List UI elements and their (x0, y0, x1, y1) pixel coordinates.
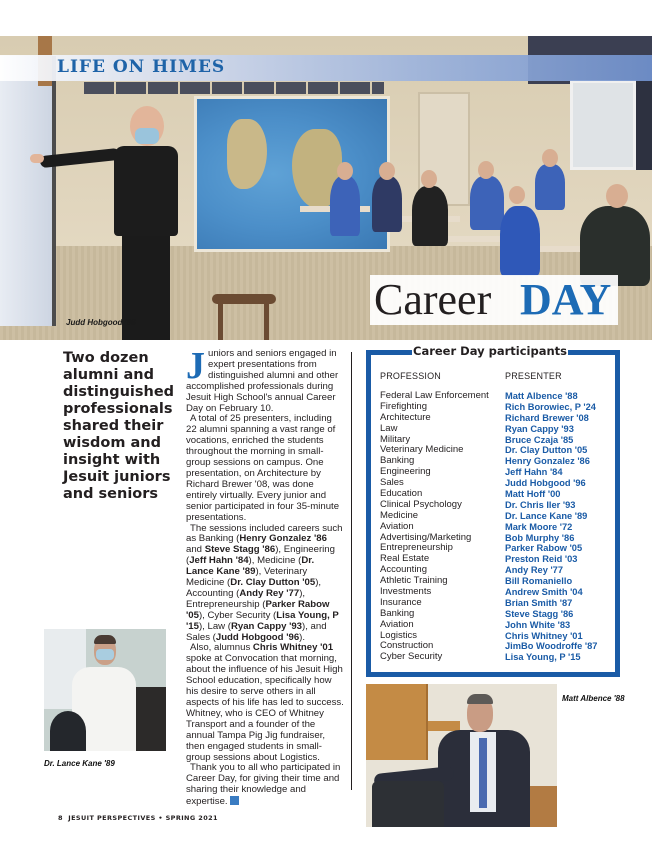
participant-profession: Advertising/Marketing (380, 531, 472, 543)
student (372, 176, 402, 232)
participant-profession: Athletic Training (380, 575, 448, 587)
photo-credit-kane: Dr. Lance Kane '89 (44, 759, 115, 768)
participant-presenter: Steve Stagg '86 (505, 608, 574, 619)
presenter-name: Judd Hobgood '96 (215, 631, 300, 643)
participant-presenter: Bill Romaniello (505, 576, 573, 587)
text-run: ), Medicine ( (248, 555, 302, 567)
participant-profession: Aviation (380, 618, 414, 630)
presenter-name: Ryan Cappy '93 (230, 620, 303, 632)
photo-lance-kane (44, 629, 166, 751)
article-paragraph-4 (186, 643, 344, 763)
article-paragraph-1 (186, 345, 344, 414)
participant-presenter: Chris Whitney '01 (505, 630, 583, 641)
student (412, 186, 448, 246)
window (570, 80, 636, 170)
presenter-name: Andy Rey '77 (239, 587, 300, 599)
cabinet (366, 684, 428, 760)
student (535, 164, 565, 210)
student (330, 176, 360, 236)
text-run: spoke at Convocation that morning, about the influence of his Jesuit High School education, specifically how his desire to serve others in all aspects of his life has led to success. Whitney, who is CEO of Whitney Transport and a founder of the annual Tampa Pig Jig fundraiser, then engaged students in small-group sessions about Logistics. (186, 653, 344, 763)
page-title-career: Career (374, 275, 492, 324)
column-divider (351, 352, 352, 790)
text-run: Also, alumnus (190, 642, 253, 654)
student (500, 206, 540, 276)
participant-presenter: Matt Albence '88 (505, 391, 578, 401)
presenter-name: Parker Rabow '05 (186, 598, 330, 621)
participant-profession: Banking (380, 607, 415, 619)
page-title-day: DAY (520, 275, 612, 324)
text-run: Thank you to all who participated in Career Day, for giving their time and sharing their knowledge and expertise. (186, 762, 341, 808)
participant-profession: Construction (380, 640, 434, 652)
participant-presenter: Dr. Clay Dutton '05 (505, 445, 588, 456)
podium (136, 687, 166, 751)
participant-row (380, 445, 612, 456)
student-head (542, 149, 558, 167)
text-run: ), and Sales ( (186, 620, 327, 643)
article-paragraph-3 (186, 524, 344, 644)
participant-profession: Investments (380, 586, 432, 598)
participant-row (380, 598, 612, 609)
participant-row (380, 609, 612, 620)
article-paragraph-2: A total of 25 presenters, including 22 alumni spanning a vast range of vocations, enriched the students throughout the morning in small-group sessions on campus. One presentation, on Architecture by Richard Brewer '08, was done entirely virtually. Every junior and senior participated in four 35-minute presentations. (186, 413, 340, 523)
participant-presenter: Ryan Cappy '93 (505, 423, 574, 434)
presenter-name: Chris Whitney '01 (252, 642, 334, 654)
participant-profession: Firefighting (380, 400, 427, 412)
presenter-name: Dr. Clay Dutton '05 (230, 577, 316, 589)
participant-presenter: John White '83 (505, 619, 571, 630)
participant-presenter: Richard Brewer '08 (505, 412, 589, 423)
student-head (337, 162, 353, 180)
participant-presenter: Andrew Smith '04 (505, 587, 583, 598)
student-head (421, 170, 437, 188)
participant-presenter: Bruce Czaja '85 (505, 434, 574, 445)
publication-name: JESUIT PERSPECTIVES (68, 814, 156, 822)
participant-presenter: Henry Gonzalez '86 (505, 456, 590, 467)
participant-presenter: Lisa Young, P '15 (505, 652, 581, 663)
presenter-hair (94, 635, 116, 644)
participant-profession: Law (380, 422, 398, 434)
article-paragraph-5 (186, 763, 344, 808)
presenter-name: Jeff Hahn '84 (189, 555, 249, 567)
text-run: and (186, 544, 205, 556)
photo-credit-hero: Judd Hobgood '96 (66, 318, 136, 327)
participants-list (380, 391, 612, 663)
participants-title: Career Day participants (413, 344, 567, 358)
end-mark-icon (230, 796, 239, 805)
text-run: ), Cyber Security ( (198, 609, 277, 621)
participant-presenter: Dr. Chris Iler '93 (505, 499, 576, 510)
chair (372, 781, 444, 827)
participant-presenter: Jeff Hahn '84 (505, 467, 563, 478)
participant-presenter: Andy Rey '77 (505, 565, 564, 576)
paragraph-text: uniors and seniors engaged in expert presentations from distinguished alumni and other accomplished professionals during Jesuit High School's annual Career Day on February 10. (186, 348, 339, 414)
participant-profession: Logistics (380, 629, 417, 641)
participant-row (380, 467, 612, 478)
pull-quote: Two dozen alumni and distinguished professionals shared their wisdom and insight with Jesuit juniors and seniors (63, 350, 175, 502)
participant-presenter: Preston Reid '03 (505, 554, 578, 565)
student-head (606, 184, 628, 208)
participant-profession: Cyber Security (380, 651, 443, 663)
article-body (186, 345, 344, 808)
participant-presenter: Brian Smith '87 (505, 597, 573, 608)
participant-profession: Medicine (380, 509, 419, 521)
presenter-figure (100, 106, 190, 340)
stool-leg (264, 304, 269, 340)
participant-profession: Education (380, 488, 423, 500)
text-run: ). (299, 631, 306, 643)
student-head (509, 186, 525, 204)
teacher-hand (30, 154, 44, 163)
participant-profession: Banking (380, 455, 415, 467)
photo-matt-albence (366, 684, 557, 827)
presenter-name: Steve Stagg '86 (204, 544, 276, 556)
participant-presenter: Rich Borowiec, P '24 (505, 401, 596, 412)
student (470, 176, 504, 230)
student-head (478, 161, 494, 179)
participant-row (380, 522, 612, 533)
stool-leg (218, 304, 223, 340)
participant-profession: Insurance (380, 596, 422, 608)
presenter-name: Dr. Lance Kane '89 (186, 555, 315, 578)
issue-name: SPRING 2021 (165, 814, 218, 822)
text-run: ), Veterinary Medicine ( (186, 566, 308, 589)
page-number: 8 (58, 814, 63, 822)
participant-row (380, 424, 612, 435)
participant-profession: Sales (380, 477, 404, 489)
participant-profession: Entrepreneurship (380, 542, 453, 554)
participant-row (380, 620, 612, 631)
participant-profession: Military (380, 433, 411, 445)
participant-profession: Federal Law Enforcement (380, 390, 489, 401)
projector-screen (0, 56, 56, 326)
participant-presenter: Parker Rabow '05 (505, 543, 583, 554)
participant-presenter: JimBo Woodroffe '87 (505, 641, 598, 652)
participant-presenter: Dr. Lance Kane '89 (505, 510, 588, 521)
text-run: ), Accounting ( (186, 577, 322, 599)
page-footer (58, 814, 218, 822)
footer-separator: • (158, 814, 163, 822)
text-run: ), Entrepreneurship ( (186, 587, 306, 610)
text-run: ), Engineering ( (186, 544, 335, 567)
participant-presenter: Mark Moore '72 (505, 521, 573, 532)
student-head (50, 711, 86, 751)
student-head (379, 162, 395, 180)
participant-row (380, 511, 612, 522)
presenter-name: Henry Gonzalez '86 (239, 533, 327, 545)
column-header-profession: PROFESSION (380, 371, 442, 381)
presenter-hair (467, 694, 493, 704)
photo-credit-albence: Matt Albence '88 (562, 694, 625, 703)
participant-profession: Engineering (380, 466, 431, 478)
participant-profession: Clinical Psychology (380, 498, 462, 510)
text-run: The sessions included careers such as Banking ( (186, 522, 343, 545)
participant-profession: Accounting (380, 564, 428, 576)
world-map (194, 96, 390, 252)
participant-profession: Veterinary Medicine (380, 444, 464, 456)
column-header-presenter: PRESENTER (505, 371, 562, 381)
participant-presenter: Bob Murphy '86 (505, 532, 575, 543)
presenter-tie (479, 738, 487, 808)
presenter-name: Lisa Young, P '15 (186, 609, 339, 632)
participant-profession: Architecture (380, 411, 431, 423)
teacher-mask (135, 128, 159, 144)
participant-row (380, 413, 612, 424)
poster-strip (84, 82, 384, 94)
teacher-body (114, 146, 178, 236)
student (580, 206, 650, 286)
section-label: LIFE ON HIMES (57, 57, 226, 77)
participant-profession: Real Estate (380, 553, 430, 565)
participant-profession: Aviation (380, 520, 414, 532)
participant-presenter: Judd Hobgood '96 (505, 478, 586, 489)
participant-row (380, 652, 612, 663)
presenter-mask (96, 649, 114, 660)
drop-cap: J (186, 345, 205, 387)
text-run: ), Law ( (198, 620, 231, 632)
stool (212, 294, 276, 304)
participant-presenter: Matt Hoff '00 (505, 489, 561, 500)
